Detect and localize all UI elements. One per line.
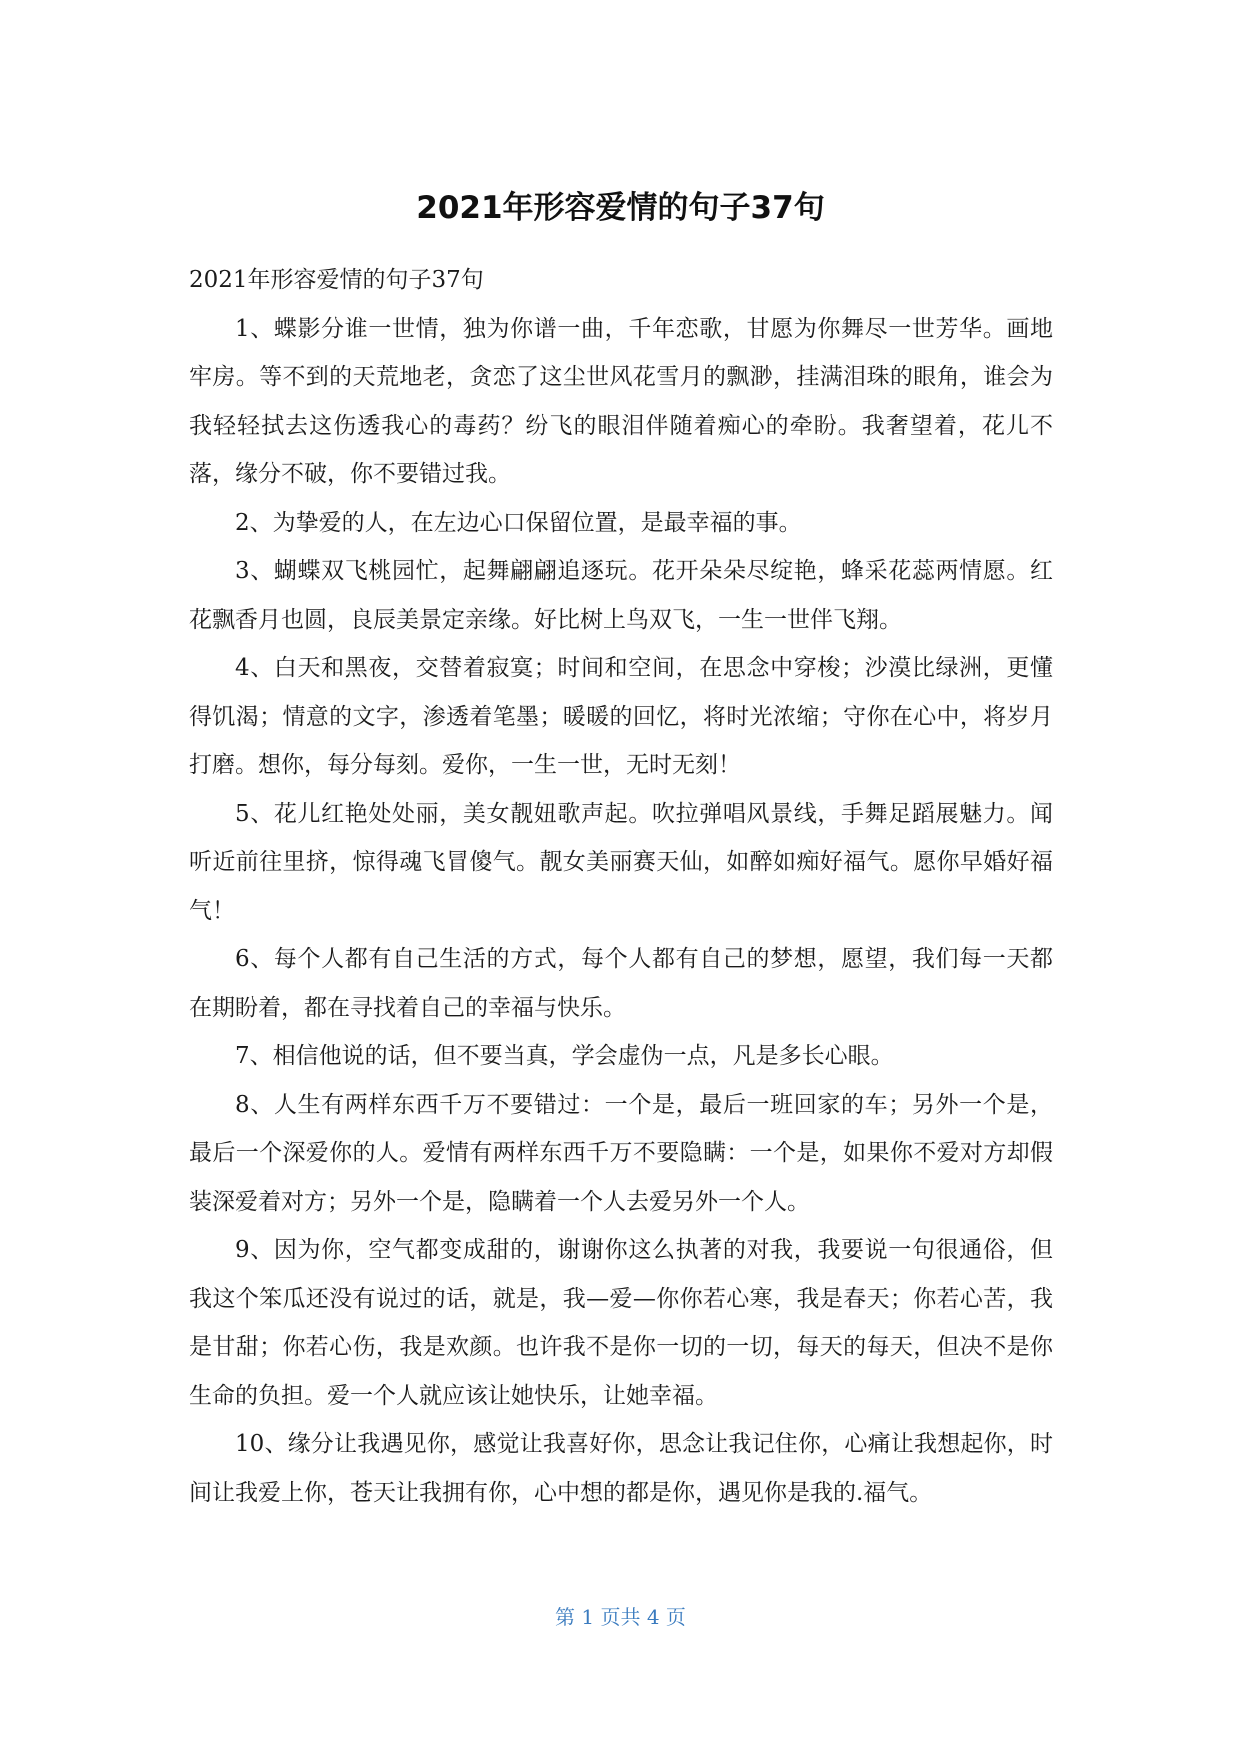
document-title: 2021年形容爱情的句子37句 <box>416 190 825 226</box>
paragraph: 7、相信他说的话，但不要当真，学会虚伪一点，凡是多长心眼。 <box>235 1043 894 1069</box>
document-subtitle: 2021年形容爱情的句子37句 <box>189 267 484 293</box>
page-number-footer: 第 1 页共 4 页 <box>555 1605 686 1629</box>
paragraph: 1、蝶影分谁一世情，独为你谱一曲，千年恋歌，甘愿为你舞尽一世芳华。画地牢房。等不到的天荒地老，贪恋了这尘世风花雪月的飘渺，挂满泪珠的眼角，谁会为我轻轻拭去这伤透我心的毒药？纷飞的眼泪伴随着痴心的牵盼。我奢望着，花儿不落，缘分不破，你不要错过我。 <box>189 315 1053 487</box>
paragraph: 9、因为你，空气都变成甜的，谢谢你这么执著的对我，我要说一句很通俗，但我这个笨瓜还没有说过的话，就是，我—爱—你你若心寒，我是春天；你若心苦，我是甘甜；你若心伤，我是欢颜。也许我不是你一切的一切，每天的每天，但决不是你生命的负担。爱一个人就应该让她快乐，让她幸福。 <box>189 1237 1053 1409</box>
paragraph: 8、人生有两样东西千万不要错过：一个是，最后一班回家的车；另外一个是，最后一个深爱你的人。爱情有两样东西千万不要隐瞒：一个是，如果你不爱对方却假装深爱着对方；另外一个是，隐瞒着一个人去爱另外一个人。 <box>189 1091 1053 1215</box>
paragraph: 2、为挚爱的人，在左边心口保留位置，是最幸福的事。 <box>235 509 802 536</box>
document-body <box>189 256 1053 1517</box>
paragraph: 10、缘分让我遇见你，感觉让我喜好你，思念让我记住你，心痛让我想起你，时间让我爱上你，苍天让我拥有你，心中想的都是你，遇见你是我的.福气。 <box>189 1431 1053 1506</box>
paragraph: 4、白天和黑夜，交替着寂寞；时间和空间，在思念中穿梭；沙漠比绿洲，更懂得饥渴；情意的文字，渗透着笔墨；暖暖的回忆，将时光浓缩；守你在心中，将岁月打磨。想你，每分每刻。爱你，一生一世，无时无刻！ <box>189 655 1053 778</box>
paragraph: 3、蝴蝶双飞桃园忙，起舞翩翩追逐玩。花开朵朵尽绽艳，蜂采花蕊两情愿。红花飘香月也圆，良辰美景定亲缘。好比树上鸟双飞，一生一世伴飞翔。 <box>189 558 1053 633</box>
paragraph: 6、每个人都有自己生活的方式，每个人都有自己的梦想，愿望，我们每一天都在期盼着，都在寻找着自己的幸福与快乐。 <box>189 946 1053 1021</box>
paragraph: 5、花儿红艳处处丽，美女靓妞歌声起。吹拉弹唱风景线，手舞足蹈展魅力。闻听近前往里挤，惊得魂飞冒傻气。靓女美丽赛天仙，如醉如痴好福气。愿你早婚好福气！ <box>189 800 1053 924</box>
